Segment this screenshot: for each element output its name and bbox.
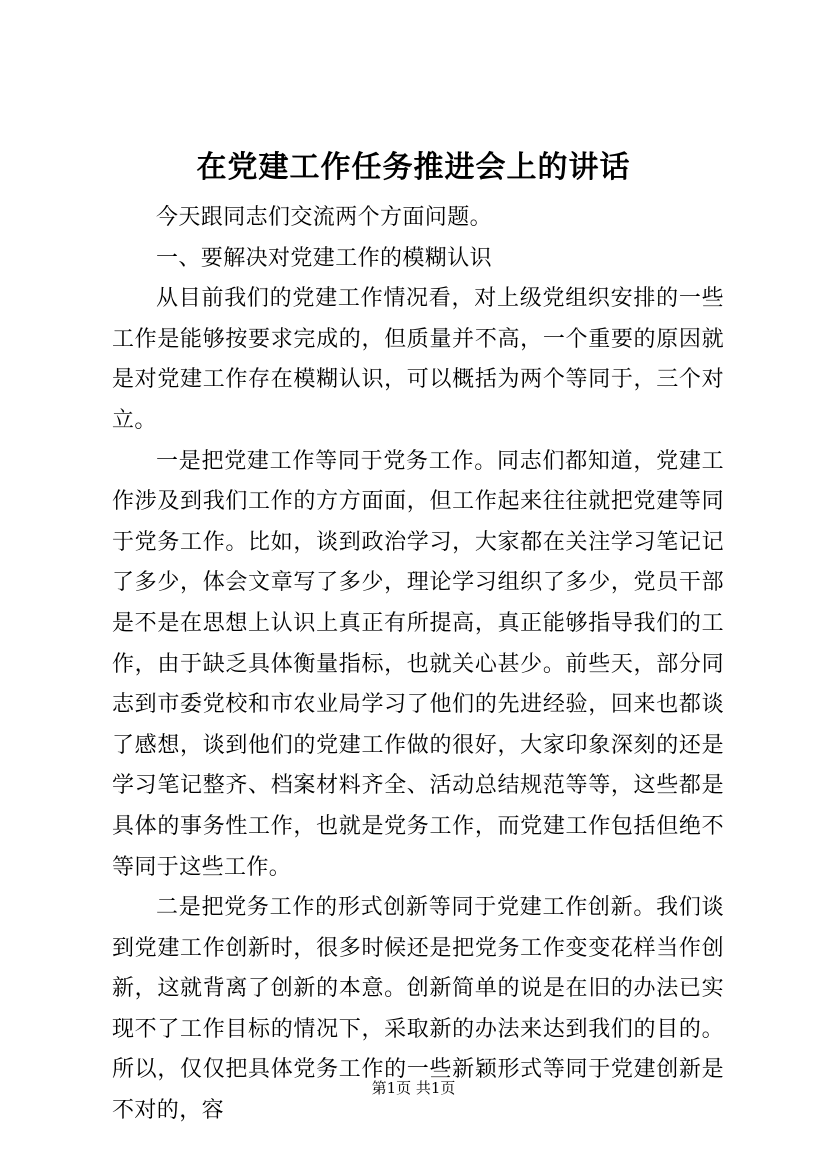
- paragraph-point-1: 一是把党建工作等同于党务工作。同志们都知道，党建工作涉及到我们工作的方方面面，但工作起来往往就把党建等同于党务工作。比如，谈到政治学习，大家都在关注学习笔记记了多少，体会文章写了多少，理论学习组织了多少，党员干部是不是在思想上认识上真正有所提高，真正能够指导我们的工作，由于缺乏具体衡量指标，也就关心甚少。前些天，部分同志到市委党校和市农业局学习了他们的先进经验，回来也都谈了感想，谈到他们的党建工作做的很好，大家印象深刻的还是学习笔记整齐、档案材料齐全、活动总结规范等等，这些都是具体的事务性工作，也就是党务工作，而党建工作包括但绝不等同于这些工作。: [112, 448, 724, 880]
- document-body: [112, 198, 724, 1132]
- paragraph-point-2: 二是把党务工作的形式创新等同于党建工作创新。我们谈到党建工作创新时，很多时候还是把党务工作变变花样当作创新，这就背离了创新的本意。创新简单的说是在旧的办法已实现不了工作目标的情况下，采取新的办法来达到我们的目的。所以，仅仅把具体党务工作的一些新颖形式等同于党建创新是不对的，容: [112, 895, 724, 1124]
- section-heading-1: 一、要解决对党建工作的模糊认识: [156, 245, 493, 271]
- paragraph-overview: 从目前我们的党建工作情况看，对上级党组织安排的一些工作是能够按要求完成的，但质量并不高，一个重要的原因就是对党建工作存在模糊认识，可以概括为两个等同于，三个对立。: [112, 286, 724, 433]
- document-title: 在党建工作任务推进会上的讲话: [196, 150, 631, 185]
- paragraph-intro: 今天跟同志们交流两个方面问题。: [156, 205, 493, 230]
- page-footer: 第1页 共1页: [371, 1079, 456, 1097]
